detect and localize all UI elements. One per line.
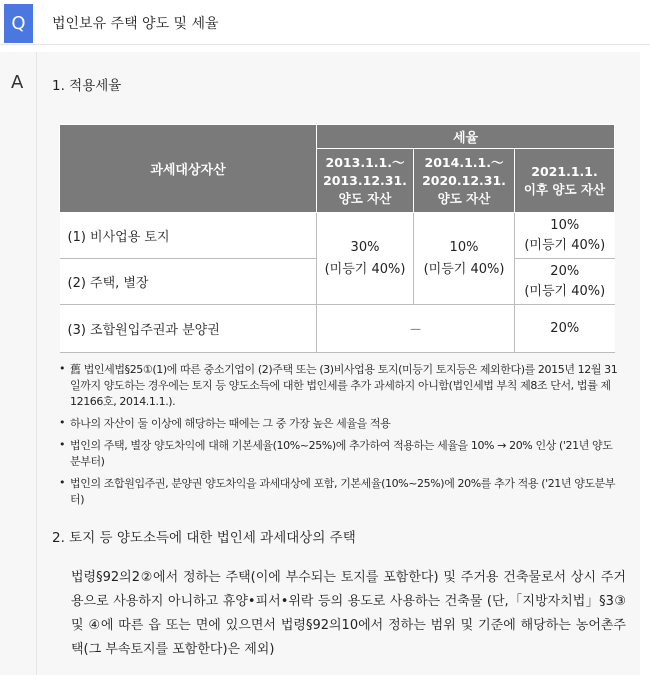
header-rate: 세율 [317, 125, 615, 149]
section2-title: 2. 토지 등 양도소득에 대한 법인세 과세대상의 주택 [52, 530, 356, 546]
rate-2013-merged: 30% (미등기 40%) [317, 213, 414, 305]
notes-list [58, 362, 618, 514]
rate-rights-merged: － [317, 305, 515, 353]
rate-2021-land: 10% (미등기 40%) [515, 213, 615, 259]
bullet-icon: • [59, 438, 66, 451]
rate-2021-house: 20% (미등기 40%) [515, 259, 615, 305]
tax-rate-table [59, 124, 615, 353]
note-item [58, 362, 618, 410]
section2-body: 법령§92의2②에서 정하는 주택(이에 부수되는 토지를 포함한다) 및 주거용 건축물로서 상시 주거용으로 사용하지 아니하고 휴양•피서•위락 등의 용도로 사용하는 건축물 (단,「지방자치법」§3③ 및 ④에 따른 읍 또는 면에 있으면서 법령§92의10에서 정하는 범위 및 기준에 해당하는 농어촌주택(그 부속토지를 포함한다)은 제외) [71, 570, 626, 657]
bullet-icon: • [59, 476, 66, 489]
question-title: 법인보유 주택 양도 및 세율 [52, 16, 219, 32]
row-label-land: (1) 비사업용 토지 [60, 213, 317, 259]
row-label-rights: (3) 조합원입주권과 분양권 [60, 305, 317, 353]
bullet-icon: • [59, 362, 66, 375]
answer-column [0, 52, 36, 675]
note-text-3: 법인의 주택, 별장 양도차익에 대해 기본세율(10%~25%)에 추가하여 적용하는 세율을 10% → 20% 인상 ('21년 양도분부터) [70, 439, 613, 468]
header-period-3: 2021.1.1. 이후 양도 자산 [515, 149, 615, 213]
question-row [0, 0, 650, 45]
rate-2014-merged: 10% (미등기 40%) [414, 213, 515, 305]
row-label-house: (2) 주택, 별장 [60, 259, 317, 305]
header-subject: 과세대상자산 [60, 125, 317, 213]
header-period-2: 2014.1.1.～ 2020.12.31. 양도 자산 [414, 149, 515, 213]
header-period-1: 2013.1.1.～ 2013.12.31. 양도 자산 [317, 149, 414, 213]
note-item [58, 476, 618, 508]
bullet-icon: • [59, 416, 66, 429]
note-text-1: 舊 법인세법§25①(1)에 따른 중소기업이 (2)주택 또는 (3)비사업용 토지(미등기 토지등은 제외한다)를 2015년 12월 31일까지 양도하는 경우에는 토지 등 양도소득에 대한 법인세를 추가 과세하지 아니함(법인세법 부칙 제8조 단서, 법률 제12166호, 2014.1.1.). [70, 363, 618, 408]
note-item [58, 416, 618, 432]
rate-2021-rights: 20% [515, 305, 615, 353]
question-badge: Q [4, 4, 33, 43]
answer-badge: A [11, 72, 24, 93]
note-text-4: 법인의 조합원입주권, 분양권 양도차익을 과세대상에 포함, 기본세율(10%~25%)에 20%를 추가 적용 ('21년 양도분부터) [70, 477, 616, 506]
note-item [58, 438, 618, 470]
section1-title: 1. 적용세율 [52, 78, 122, 94]
note-text-2: 하나의 자산이 둘 이상에 해당하는 때에는 그 중 가장 높은 세율을 적용 [70, 417, 391, 430]
